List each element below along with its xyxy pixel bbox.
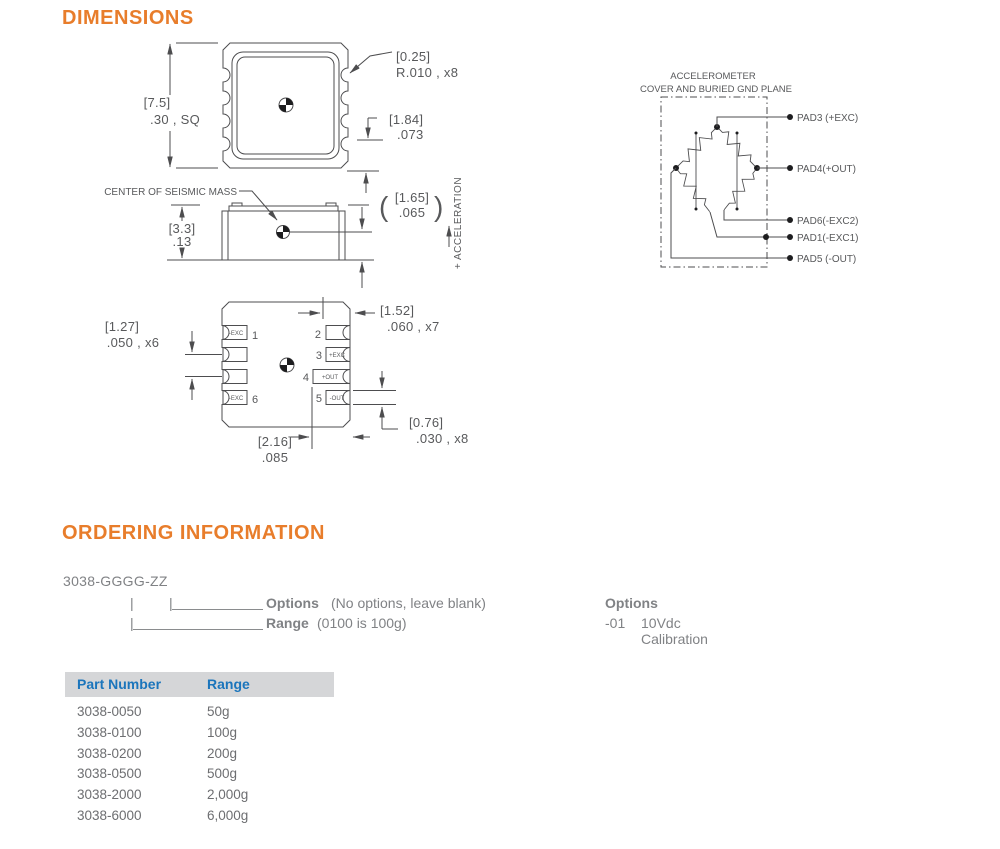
col-header-part-number: Part Number	[77, 676, 162, 692]
dim-radius-in: R.010 , x8	[396, 65, 459, 80]
dim-padh-in: .030 , x8	[416, 431, 469, 446]
dim-radius-mm: [0.25]	[396, 49, 431, 64]
pad4-label: +OUT	[321, 375, 339, 381]
part-number-cell: 3038-2000	[77, 787, 142, 803]
dim-pad-pitch-mm: [1.27]	[104, 319, 140, 334]
leader-bar: |	[130, 615, 134, 631]
seismic-mass-label: CENTER OF SEISMIC MASS	[104, 187, 237, 198]
pad5-label: -OUT	[329, 396, 345, 402]
range-cell: 2,000g	[207, 787, 249, 803]
options-note: (No options, leave blank)	[331, 595, 486, 611]
col-header-range: Range	[207, 676, 250, 692]
option-code: -01	[605, 615, 626, 631]
table-row	[65, 785, 334, 806]
paren-open: (	[379, 191, 389, 222]
table-row	[65, 744, 334, 765]
ordering-heading: ORDERING INFORMATION	[62, 522, 325, 544]
option-desc: 10Vdc Calibration	[641, 615, 708, 647]
datum-target-icon	[279, 98, 293, 112]
range-cell: 6,000g	[207, 807, 249, 823]
dim-gap-mm: [1.52]	[380, 303, 415, 318]
table-row	[65, 702, 334, 723]
part-number-cell: 3038-0050	[77, 704, 142, 719]
dim-half-mm: [1.65]	[394, 190, 430, 205]
paren-close: )	[434, 191, 444, 222]
schematic-pad5-label: PAD5 (-OUT)	[797, 254, 857, 265]
bottom-view	[105, 297, 469, 465]
table-row	[65, 806, 334, 827]
leader-line	[172, 595, 263, 610]
dim-side-in: .30 , SQ	[149, 112, 201, 127]
table-row	[65, 764, 334, 785]
pin-1: 1	[252, 330, 259, 342]
leader-line	[133, 615, 263, 630]
dim-len-mm: [2.16]	[257, 434, 293, 449]
acceleration-label: + ACCELERATION	[453, 176, 464, 270]
pin-2: 2	[314, 329, 321, 341]
part-number-cell: 3038-0500	[77, 766, 142, 782]
schematic-pad6-label: PAD6(-EXC2)	[797, 216, 859, 227]
options-column-title: Options	[605, 595, 658, 611]
ordering-options-line	[0, 595, 1000, 613]
schematic-pad1-label: PAD1(-EXC1)	[797, 233, 859, 244]
part-number-cell: 3038-0200	[77, 745, 142, 761]
pad1-label: -EXC	[228, 331, 244, 337]
dim-side-mm: [7.5]	[143, 95, 171, 110]
range-cell: 200g	[207, 745, 238, 761]
seismic-mass-target-icon	[277, 226, 290, 239]
range-cell: 50g	[207, 704, 230, 719]
dim-height-in: .13	[172, 234, 192, 249]
dim-half-in: .065	[398, 205, 426, 220]
pin-3: 3	[315, 350, 322, 362]
datum-target-icon	[280, 358, 294, 372]
dim-pitch-in: .073	[397, 127, 424, 142]
dim-pad-pitch-in: .050 , x6	[106, 335, 160, 350]
pin-6: 6	[252, 394, 259, 406]
schematic-pad3-label: PAD3 (+EXC)	[797, 113, 859, 124]
bridge-schematic	[640, 71, 859, 267]
part-number-cell: 3038-6000	[77, 807, 142, 823]
dimensions-heading: DIMENSIONS	[62, 7, 194, 29]
table-header-row	[65, 672, 334, 697]
gnd-plane-boundary	[661, 97, 767, 267]
table-row	[65, 723, 334, 744]
part-number-format: 3038-GGGG-ZZ	[63, 573, 168, 589]
dim-len-in: .085	[261, 450, 289, 465]
part-number-cell: 3038-0100	[77, 724, 142, 740]
range-cell: 500g	[207, 766, 238, 782]
dim-height-mm: [3.3]	[168, 221, 196, 236]
pad3-label: +EXC	[329, 353, 345, 359]
part-number-table	[65, 672, 334, 827]
range-label: Range	[266, 615, 309, 631]
leader-bar: |	[130, 595, 134, 611]
dim-padh-mm: [0.76]	[409, 415, 444, 430]
side-view	[104, 171, 464, 288]
leader-bar: |	[169, 595, 173, 611]
pad6-label: -EXC	[228, 396, 244, 402]
pin-5: 5	[315, 393, 322, 405]
options-label: Options	[266, 595, 319, 611]
dim-gap-in: .060 , x7	[387, 319, 440, 334]
schematic-title-2: COVER AND BURIED GND PLANE	[639, 84, 793, 95]
schematic-pad4-label: PAD4(+OUT)	[797, 164, 856, 175]
ordering-range-line	[0, 615, 1000, 633]
range-note: (0100 is 100g)	[317, 615, 407, 631]
pin-4: 4	[302, 372, 309, 384]
dim-pitch-mm: [1.84]	[389, 112, 424, 127]
schematic-title-1: ACCELEROMETER	[670, 71, 756, 82]
range-cell: 100g	[207, 724, 238, 740]
top-view	[144, 43, 459, 168]
